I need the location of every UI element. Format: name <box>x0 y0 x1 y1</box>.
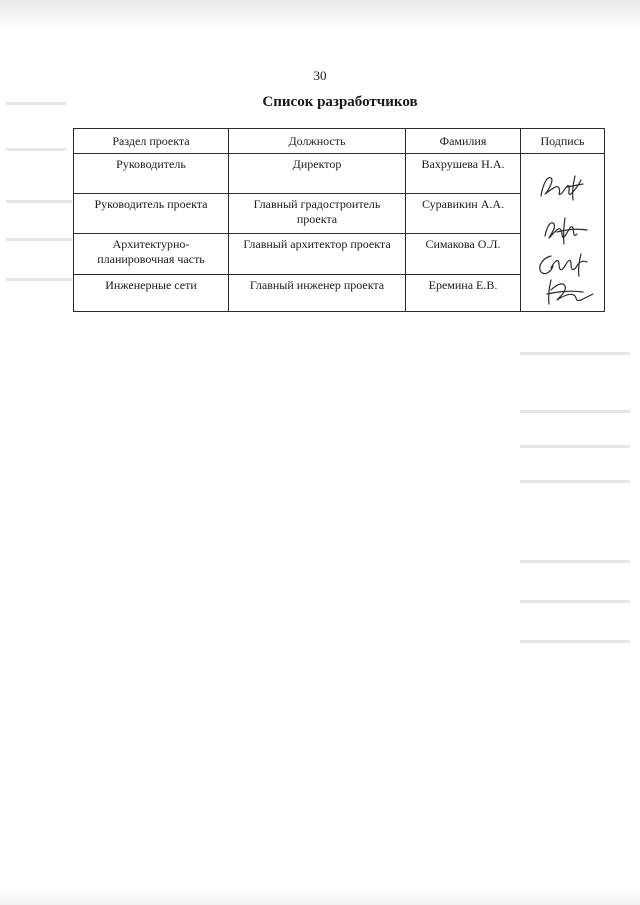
scan-edge <box>0 889 640 905</box>
cell-surname: Суравикин А.А. <box>406 194 521 234</box>
bleed-through-line <box>6 148 66 151</box>
cell-position: Главный инженер проекта <box>229 275 406 312</box>
bleed-through-line <box>520 560 630 563</box>
bleed-through-line <box>520 445 630 448</box>
header-position: Должность <box>229 129 406 154</box>
bleed-through-line <box>6 200 72 203</box>
bleed-through-line <box>520 600 630 603</box>
header-surname: Фамилия <box>406 129 521 154</box>
document-title: Список разработчиков <box>262 94 418 110</box>
header-section: Раздел проекта <box>74 129 229 154</box>
bleed-through-line <box>6 278 72 281</box>
cell-section: Руководитель <box>74 154 229 194</box>
bleed-through-line <box>6 238 72 241</box>
handwritten-signatures <box>521 154 605 306</box>
signature-2 <box>545 218 587 244</box>
cell-section: Руководитель проекта <box>74 194 229 234</box>
bleed-through-line <box>520 410 630 413</box>
cell-section: Архитектурно-планировочная часть <box>74 234 229 275</box>
cell-surname: Вахрушева Н.А. <box>406 154 521 194</box>
bleed-through-line <box>520 640 630 643</box>
bleed-through-line <box>520 352 630 355</box>
cell-surname: Симакова О.Л. <box>406 234 521 275</box>
signature-3 <box>540 254 587 276</box>
table-row <box>74 154 605 194</box>
page-number: 30 <box>313 68 327 83</box>
cell-section: Инженерные сети <box>74 275 229 312</box>
signature-1 <box>541 176 583 200</box>
cell-surname: Еремина Е.В. <box>406 275 521 312</box>
signature-4 <box>547 280 593 304</box>
header-signature: Подпись <box>521 129 605 154</box>
bleed-through-line <box>520 480 630 483</box>
cell-position: Главный архитектор проекта <box>229 234 406 275</box>
cell-position: Главный градостроитель проекта <box>229 194 406 234</box>
developers-table <box>73 128 605 312</box>
table-header-row <box>74 129 605 154</box>
signatures-cell <box>521 154 605 312</box>
cell-position: Директор <box>229 154 406 194</box>
